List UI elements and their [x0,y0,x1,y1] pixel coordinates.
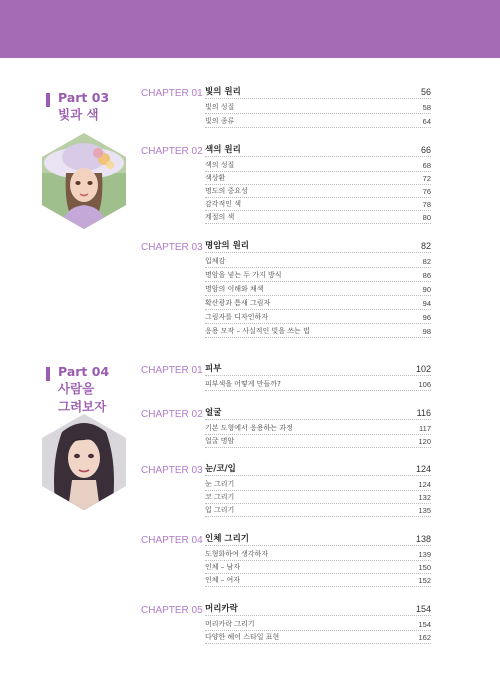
toc-item-title: 명암을 넣는 두 가지 방식 [205,271,282,279]
toc-item-title: 빛의 성질 [205,103,235,111]
toc-item[interactable] [205,172,431,185]
toc-item-title: 머리카락 그리기 [205,620,255,628]
toc-item[interactable] [205,435,431,448]
toc-item-title: 명암의 이해와 채색 [205,285,264,293]
toc-item[interactable] [205,561,431,574]
part-label: Part 04 [58,364,110,379]
page-number: 106 [418,380,431,389]
page-number: 68 [422,161,431,170]
chapter-title-row[interactable] [205,363,431,376]
header-band [0,0,500,58]
page-number: 152 [418,576,431,585]
page-number: 78 [422,200,431,209]
chapter-title: 빛의 원리 [205,87,241,97]
toc-item[interactable] [205,185,431,198]
part-label: Part 03 [58,90,110,105]
toc-item-title: 빛의 종류 [205,117,235,125]
page-number: 139 [418,550,431,559]
page-number: 150 [418,563,431,572]
chapter-title-row[interactable] [205,240,431,253]
chapter-title: 색의 원리 [205,145,241,155]
page-number: 138 [415,534,431,544]
chapter-title-row[interactable] [205,533,431,546]
page-number: 154 [418,620,431,629]
toc-item-title: 다양한 헤어 스타일 표현 [205,633,280,641]
page-number: 72 [422,174,431,183]
part-marker [46,367,50,381]
page-number: 124 [415,464,431,474]
part-title-line-2: 그려보자 [58,399,107,414]
page-number: 154 [415,604,431,614]
toc-item-title: 확산광과 틈새 그림자 [205,299,271,307]
chapter-title-row[interactable] [205,144,431,157]
toc-item-title: 색의 성질 [205,161,235,169]
page-number: 135 [418,506,431,515]
page-number: 76 [422,187,431,196]
toc-item[interactable] [205,422,431,435]
page-number: 82 [422,257,431,266]
page-number: 56 [420,87,431,97]
toc-item[interactable] [205,211,431,224]
toc-item-title: 응용 모작 – 사실적인 빛을 쓰는 법 [205,327,310,335]
toc-item-title: 피부색을 어떻게 만들까? [205,380,281,388]
chapter-title: 머리카락 [205,604,238,614]
page-number: 96 [422,313,431,322]
toc-item[interactable] [205,198,431,211]
page-number: 102 [415,364,431,374]
chapter-label: CHAPTER 03 [141,242,203,253]
chapter-label: CHAPTER 02 [141,146,203,157]
part-title: 빛과 색 [58,107,99,122]
toc-item[interactable] [205,478,431,491]
toc-item-title: 인체 – 남자 [205,563,240,571]
page-number: 117 [419,424,431,433]
chapter-title: 인체 그리기 [205,534,250,544]
chapter-title: 명암의 원리 [205,241,250,251]
toc-item[interactable] [205,311,431,324]
toc-item-title: 얼굴 명암 [205,437,235,445]
chapter-label: CHAPTER 01 [141,88,203,99]
toc-item-title: 기본 도형에서 응용하는 과정 [205,424,293,432]
toc-item-title: 눈 그리기 [205,480,235,488]
toc-item[interactable] [205,378,431,391]
toc-item-title: 색상환 [205,174,226,182]
page-number: 116 [416,408,431,418]
chapter-title-row[interactable] [205,463,431,476]
toc-item[interactable] [205,283,431,296]
chapter-label: CHAPTER 04 [141,535,203,546]
toc-item-title: 입체감 [205,257,226,265]
toc-item-title: 코 그리기 [205,493,235,501]
toc-item-title: 감각적인 색 [205,200,242,208]
toc-item[interactable] [205,618,431,631]
chapter-label: CHAPTER 05 [141,605,203,616]
part-title-line-1: 사람을 [58,381,95,396]
page-number: 124 [418,480,431,489]
page-number: 94 [422,299,431,308]
page-number: 58 [422,103,431,112]
toc-item[interactable] [205,269,431,282]
chapter-title-row[interactable] [205,603,431,616]
page-number: 162 [418,633,431,642]
page-number: 90 [422,285,431,294]
toc-item[interactable] [205,491,431,504]
chapter-title-row[interactable] [205,407,431,420]
toc-item[interactable] [205,101,431,114]
page-number: 98 [422,327,431,336]
toc-item-title: 입 그리기 [205,506,235,514]
chapter-title-row[interactable] [205,86,431,99]
chapter-title: 얼굴 [205,408,222,418]
page-number: 80 [422,213,431,222]
toc-item[interactable] [205,115,431,128]
chapter-label: CHAPTER 01 [141,365,203,376]
toc-item-title: 계절의 색 [205,213,235,221]
toc-item[interactable] [205,325,431,338]
page-number: 120 [418,437,431,446]
toc-item-title: 그림자를 디자인하자 [205,313,269,321]
page-number: 86 [422,271,431,280]
page-number: 66 [420,145,431,155]
portrait-illustration-long-hair [42,414,126,510]
toc-item-title: 명도의 중요성 [205,187,248,195]
toc-item-title: 도형화하여 생각하자 [205,550,269,558]
toc-item[interactable] [205,631,431,644]
toc-item[interactable] [205,255,431,268]
part-marker [46,93,50,107]
toc-item[interactable] [205,504,431,517]
toc-item[interactable] [205,548,431,561]
page-number: 82 [420,241,431,251]
page-number: 132 [418,493,431,502]
chapter-title: 피부 [205,364,222,374]
page-number: 64 [422,117,431,126]
chapter-title: 눈/코/입 [205,464,236,474]
chapter-label: CHAPTER 02 [141,409,203,420]
toc-item-title: 인체 – 여자 [205,576,240,584]
toc-item[interactable] [205,159,431,172]
toc-item[interactable] [205,297,431,310]
portrait-illustration-hat-girl [42,133,126,229]
toc-item[interactable] [205,574,431,587]
chapter-label: CHAPTER 03 [141,465,203,476]
